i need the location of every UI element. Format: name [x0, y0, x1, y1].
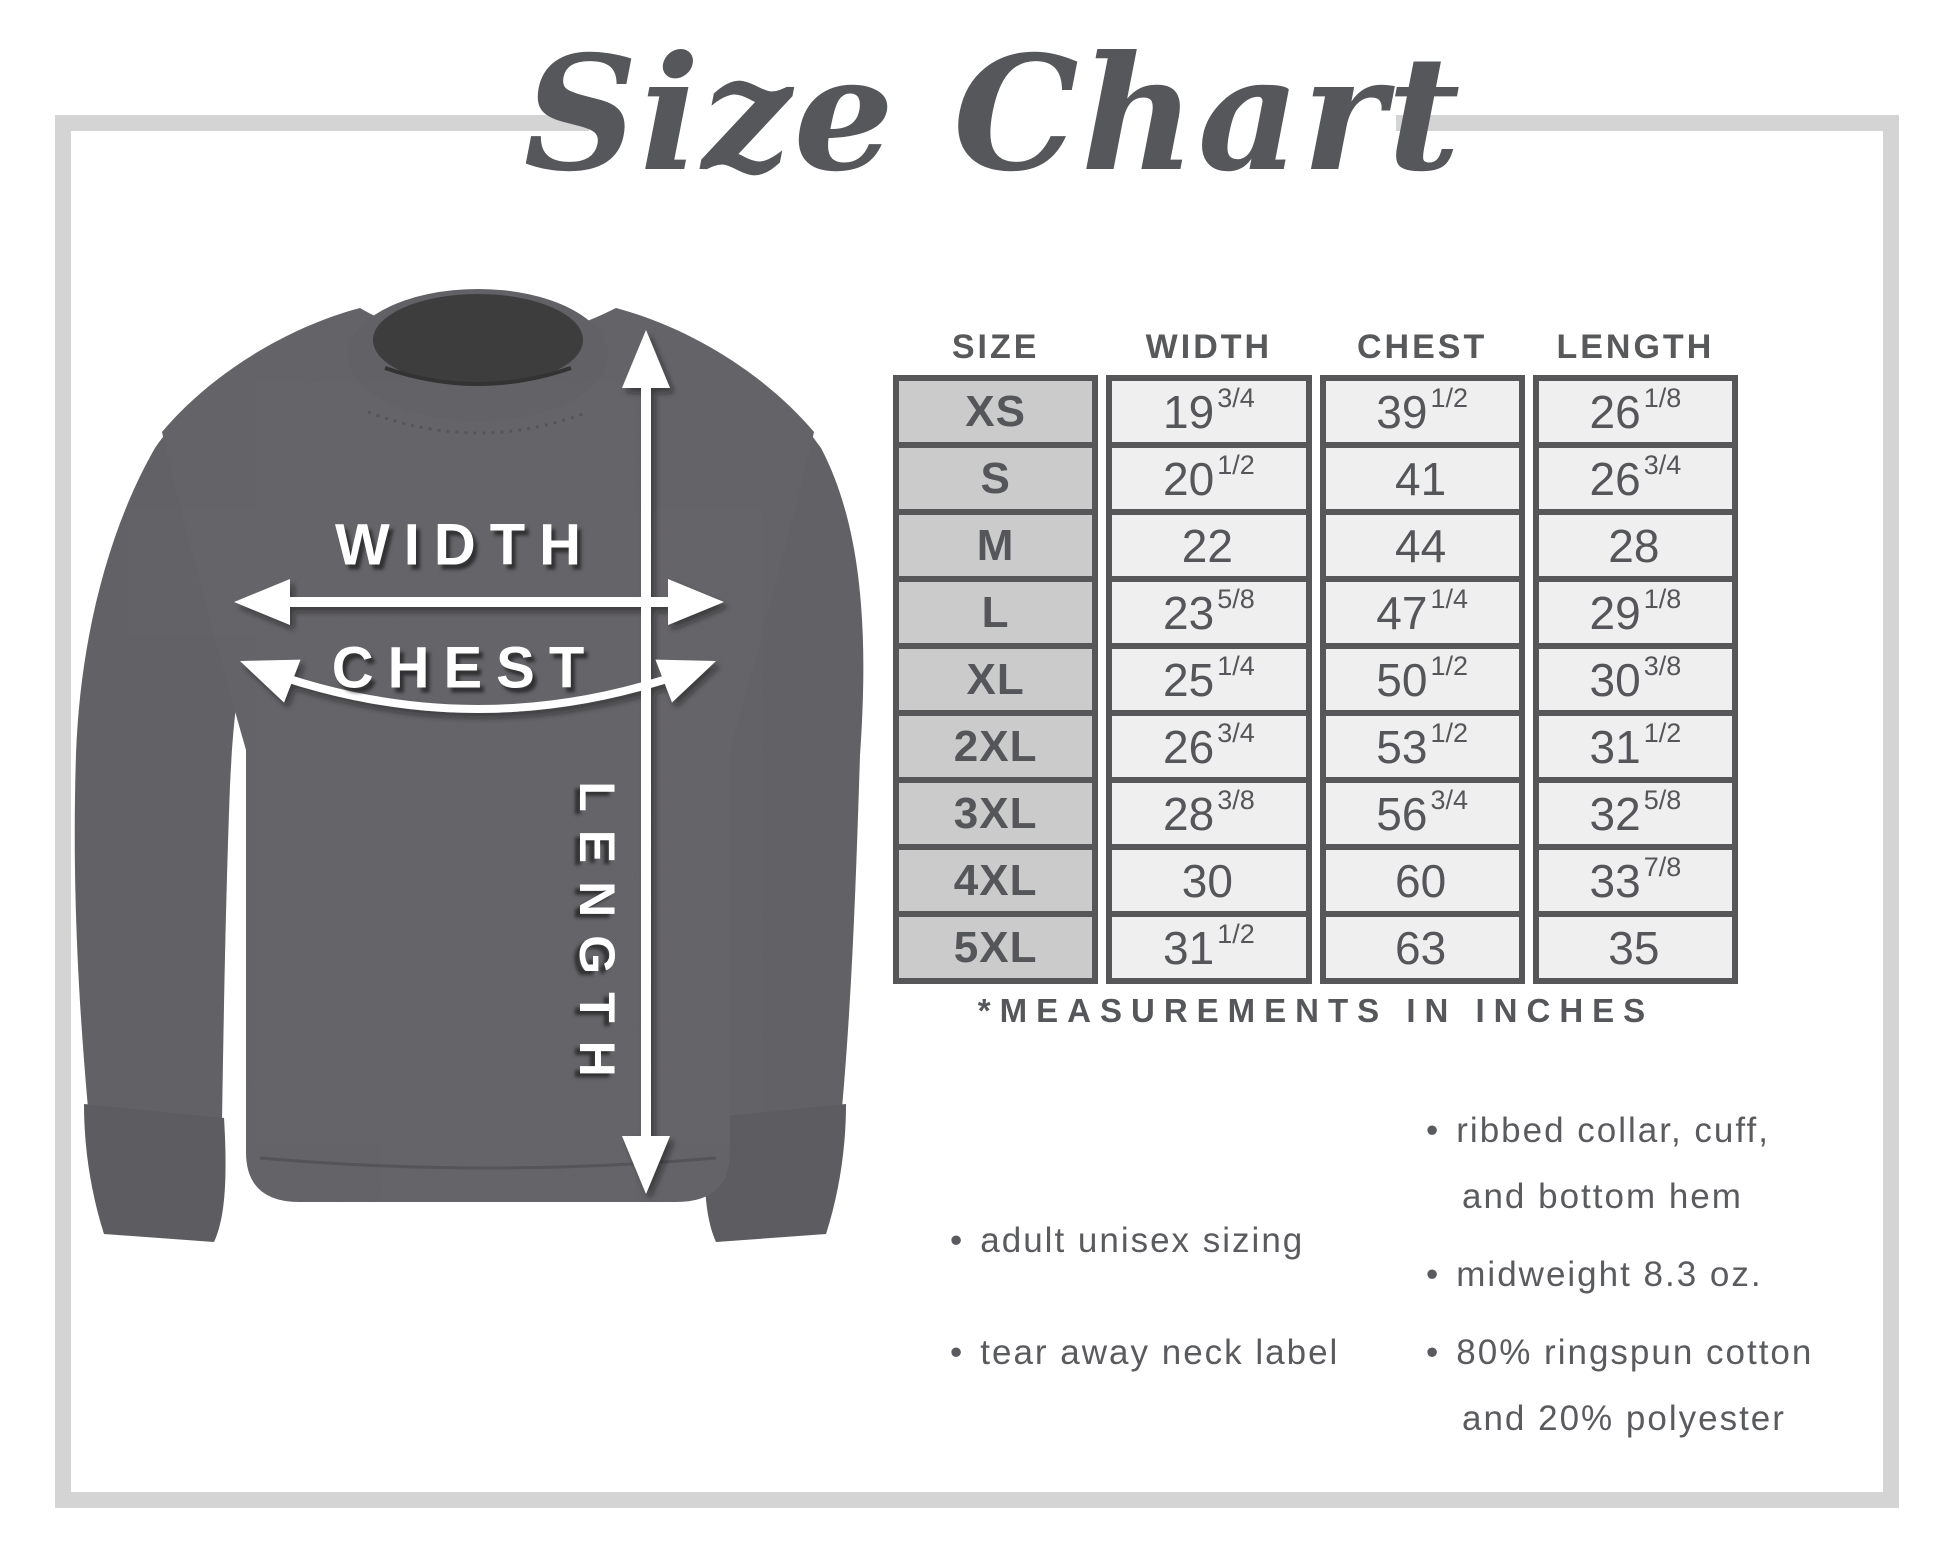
chest-value: 41 — [1326, 442, 1519, 509]
width-column — [1106, 375, 1311, 984]
chest-value: 50 $^{1/2}$ — [1326, 643, 1519, 710]
length-value: 30 $^{3/8}$ — [1539, 643, 1732, 710]
width-value: 19 $^{3/4}$ — [1163, 383, 1255, 438]
size-cell: 3XL — [899, 777, 1092, 844]
size-cell: XS — [965, 386, 1026, 436]
length-column — [1533, 375, 1738, 984]
list-item: • tear away neck label — [950, 1333, 1340, 1372]
feature-list-left — [950, 1208, 1339, 1432]
size-cell: L — [899, 576, 1092, 643]
length-value: 29 $^{1/8}$ — [1539, 576, 1732, 643]
col-header-width: WIDTH — [1145, 328, 1273, 366]
chest-value: 53 $^{1/2}$ — [1326, 710, 1519, 777]
width-arrow-line — [272, 597, 686, 607]
chest-column — [1320, 375, 1525, 984]
chest-value: 39 $^{1/2}$ — [1376, 383, 1468, 438]
col-header-length: LENGTH — [1556, 328, 1715, 366]
bullet-icon: • — [1426, 1333, 1441, 1372]
size-table — [893, 328, 1738, 984]
feature-list-right — [1426, 1098, 1813, 1464]
chest-value: 63 — [1326, 911, 1519, 978]
width-value: 30 — [1112, 844, 1305, 911]
bullet-icon: • — [1426, 1111, 1441, 1150]
width-value: 20 $^{1/2}$ — [1112, 442, 1305, 509]
width-value: 22 — [1112, 509, 1305, 576]
size-cell: S — [899, 442, 1092, 509]
width-value: 23 $^{5/8}$ — [1112, 576, 1305, 643]
chest-value: 56 $^{3/4}$ — [1326, 777, 1519, 844]
list-item: • midweight 8.3 oz. — [1426, 1255, 1763, 1294]
length-value: 26 $^{3/4}$ — [1539, 442, 1732, 509]
length-measure-label: LENGTH — [569, 781, 625, 1095]
measurements-footnote: *MEASUREMENTS IN INCHES — [977, 992, 1655, 1029]
length-value: 35 — [1539, 911, 1732, 978]
size-cell: XL — [899, 643, 1092, 710]
sweatshirt-illustration — [60, 280, 870, 1260]
bullet-icon: • — [950, 1221, 965, 1260]
list-item: • adult unisex sizing — [950, 1221, 1305, 1260]
chest-value: 47 $^{1/4}$ — [1326, 576, 1519, 643]
length-value: 32 $^{5/8}$ — [1539, 777, 1732, 844]
length-value: 28 — [1539, 509, 1732, 576]
bullet-icon: • — [950, 1333, 965, 1372]
length-arrow-line — [641, 380, 651, 1146]
width-value: 25 $^{1/4}$ — [1112, 643, 1305, 710]
col-header-chest: CHEST — [1357, 328, 1488, 366]
width-value: 31 $^{1/2}$ — [1112, 911, 1305, 978]
width-value: 26 $^{3/4}$ — [1112, 710, 1305, 777]
width-measure-label: WIDTH — [334, 512, 596, 578]
size-table-header — [893, 328, 1738, 367]
width-value: 28 $^{3/8}$ — [1112, 777, 1305, 844]
length-value: 26 $^{1/8}$ — [1589, 383, 1682, 438]
size-cell: M — [899, 509, 1092, 576]
size-column — [893, 375, 1098, 984]
size-cell: 4XL — [899, 844, 1092, 911]
chest-value: 44 — [1326, 509, 1519, 576]
page-title: Size Chart — [523, 22, 1463, 207]
bullet-icon: • — [1426, 1255, 1441, 1294]
chest-value: 60 — [1326, 844, 1519, 911]
size-cell: 5XL — [899, 911, 1092, 978]
length-value: 33 $^{7/8}$ — [1539, 844, 1732, 911]
chest-measure-label: CHEST — [331, 635, 599, 701]
col-header-size: SIZE — [951, 328, 1040, 366]
list-item: • ribbed collar, cuff, and bottom hem — [1426, 1111, 1770, 1216]
size-cell: 2XL — [899, 710, 1092, 777]
length-value: 31 $^{1/2}$ — [1539, 710, 1732, 777]
list-item: • 80% ringspun cotton and 20% polyester — [1426, 1333, 1814, 1438]
sweatshirt-shape — [60, 280, 870, 1260]
